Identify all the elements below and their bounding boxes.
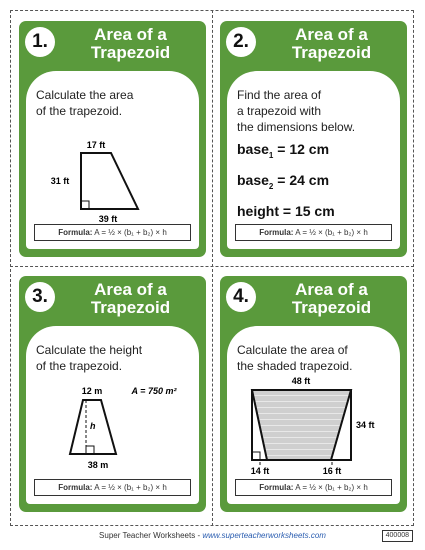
task-card-1: [19, 21, 206, 257]
card-title-line1: Area of a: [94, 25, 167, 44]
formula-label: Formula:: [259, 483, 294, 492]
card-body: [227, 326, 400, 504]
prompt-line3: the dimensions below.: [237, 120, 356, 134]
card-title-line1: Area of a: [94, 280, 167, 299]
card-title: [63, 281, 198, 317]
card-number: 1.: [25, 27, 55, 57]
card-number: 3.: [25, 282, 55, 312]
formula-label: Formula:: [58, 228, 93, 237]
formula-text: A = ½ × (b₁ + b₂) × h: [94, 228, 167, 237]
dimension-base2: base$_2$ = 24 cm: [237, 171, 330, 191]
card-body: [227, 71, 400, 249]
card-title-line2: Trapezoid: [291, 298, 372, 317]
formula-box: [34, 224, 191, 241]
label-top: 48 ft: [291, 376, 311, 386]
formula-label: Formula:: [259, 228, 294, 237]
formula-text: A = ½ × (b₁ + b₂) × h: [94, 483, 167, 492]
formula-box: [34, 479, 191, 496]
dimension-height: height = 15 cm: [237, 202, 335, 219]
card-title: [264, 26, 399, 62]
shaded-trapezoid: [252, 390, 351, 460]
trapezoid-diagram: [26, 71, 199, 249]
card-title-line1: Area of a: [295, 280, 368, 299]
prompt-line2: the shaded trapezoid.: [237, 359, 353, 373]
footer-brand: Super Teacher Worksheets -: [99, 531, 203, 540]
label-top: 12 m: [81, 386, 103, 396]
card-header: [19, 21, 206, 77]
label-top: 17 ft: [86, 140, 106, 150]
label-side: 34 ft: [356, 420, 375, 430]
card-title: [63, 26, 198, 62]
task-card-3: [19, 276, 206, 512]
card-number: 4.: [226, 282, 256, 312]
label-bottom: 38 m: [87, 460, 109, 470]
footer: [0, 531, 425, 540]
card-number: 2.: [226, 27, 256, 57]
card-body: [26, 71, 199, 249]
vertical-cut-line: [212, 10, 213, 526]
worksheet-code: 400008: [382, 530, 413, 542]
card-title-line2: Trapezoid: [291, 43, 372, 62]
shaded-trapezoid-diagram: [227, 326, 400, 504]
formula-text: A = ½ × (b₁ + b₂) × h: [295, 483, 368, 492]
card-title-line1: Area of a: [295, 25, 368, 44]
formula-box: [235, 224, 392, 241]
prompt-line2: of the trapezoid.: [36, 359, 123, 373]
trapezoid-diagram: [26, 326, 199, 504]
prompt-line2: of the trapezoid.: [36, 104, 123, 118]
formula-label: Formula:: [58, 483, 93, 492]
right-angle-mark: [252, 452, 260, 460]
label-area: A = 750 m²: [131, 386, 177, 396]
right-angle-mark: [81, 201, 89, 209]
card-header: [220, 21, 407, 77]
prompt-line2: a trapezoid with: [237, 104, 322, 118]
dimension-list: [237, 137, 335, 223]
card-title-line2: Trapezoid: [90, 43, 171, 62]
card-title: [264, 281, 399, 317]
label-height: h: [90, 421, 96, 431]
prompt-line1: Find the area of: [237, 88, 322, 102]
trapezoid-shape: [81, 153, 138, 209]
label-bottom: 39 ft: [98, 214, 118, 224]
label-right-gap: 16 ft: [322, 466, 342, 476]
horizontal-cut-line: [10, 266, 414, 267]
card-title-line2: Trapezoid: [90, 298, 171, 317]
task-card-2: [220, 21, 407, 257]
formula-text: A = ½ × (b₁ + b₂) × h: [295, 228, 368, 237]
formula-box: [235, 479, 392, 496]
label-side: 31 ft: [50, 176, 70, 186]
card-body: [26, 326, 199, 504]
card-prompt: [237, 87, 394, 135]
dimension-base1: base$_1$ = 12 cm: [237, 141, 330, 160]
card-header: [220, 276, 407, 332]
prompt-line1: Calculate the area of: [237, 343, 348, 357]
card-header: [19, 276, 206, 332]
task-card-4: [220, 276, 407, 512]
label-left-gap: 14 ft: [250, 466, 270, 476]
prompt-line1: Calculate the area: [36, 88, 134, 102]
footer-url[interactable]: www.superteacherworksheets.com: [202, 531, 326, 540]
right-angle-mark: [86, 446, 94, 454]
prompt-line1: Calculate the height: [36, 343, 143, 357]
